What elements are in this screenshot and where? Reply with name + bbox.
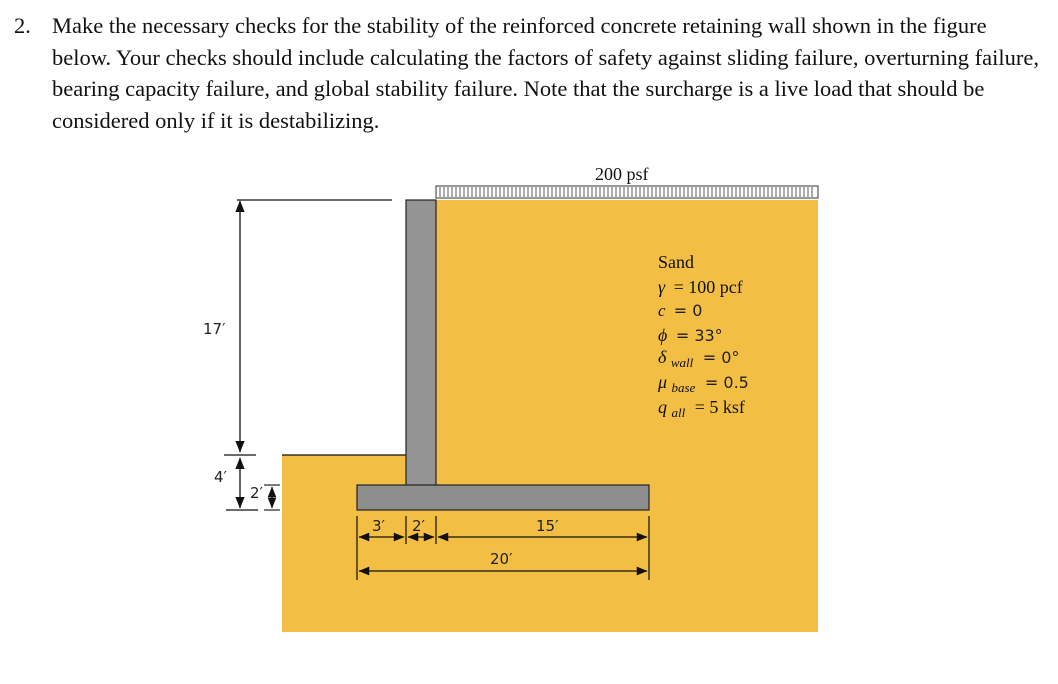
mu-value: = 0.5 <box>704 373 749 392</box>
soil-title: Sand <box>658 252 694 272</box>
dim-stem-thickness: 2′ <box>412 517 425 535</box>
q-value: = 5 ksf <box>694 397 745 417</box>
gamma-value: = 100 pcf <box>673 277 743 297</box>
q-symbol: q <box>658 397 667 417</box>
surcharge-bar <box>436 186 818 198</box>
gamma-symbol: γ <box>658 277 666 297</box>
dim-wall-height: 17′ <box>203 320 226 338</box>
prop-phi <box>658 325 723 345</box>
delta-value: = 0° <box>702 348 740 367</box>
wall-stem <box>406 200 436 486</box>
c-value: = 0 <box>673 301 703 320</box>
problem-number: 2. <box>14 13 31 38</box>
phi-symbol: ϕ <box>658 325 668 345</box>
dim-base-width: 20′ <box>490 550 513 568</box>
dim-front-soil: 4′ <box>214 468 227 486</box>
q-subscript: all <box>671 405 686 420</box>
problem-text: Make the necessary checks for the stability of the reinforced concrete retaining wall shown in the figure below. Your checks should include calculating the factors of safety against sliding failure, overturning failure, bearing capacity failure, and global stability failure. Note that the surcharge is a live load that should be considered only if it is destabilizing. <box>52 13 1040 133</box>
dim-footing-thickness: 2′ <box>250 484 263 502</box>
dim-toe-length: 3′ <box>372 517 385 535</box>
dim-heel-length: 15′ <box>536 517 559 535</box>
phi-value: = 33° <box>675 326 723 345</box>
c-symbol: c <box>658 301 666 320</box>
prop-c <box>658 301 702 320</box>
mu-symbol: μ <box>658 372 668 392</box>
mu-subscript: base <box>671 380 696 395</box>
delta-symbol: δ <box>658 347 667 367</box>
delta-subscript: wall <box>670 355 694 370</box>
surcharge-label: 200 psf <box>595 164 649 184</box>
wall-footing <box>357 485 649 510</box>
